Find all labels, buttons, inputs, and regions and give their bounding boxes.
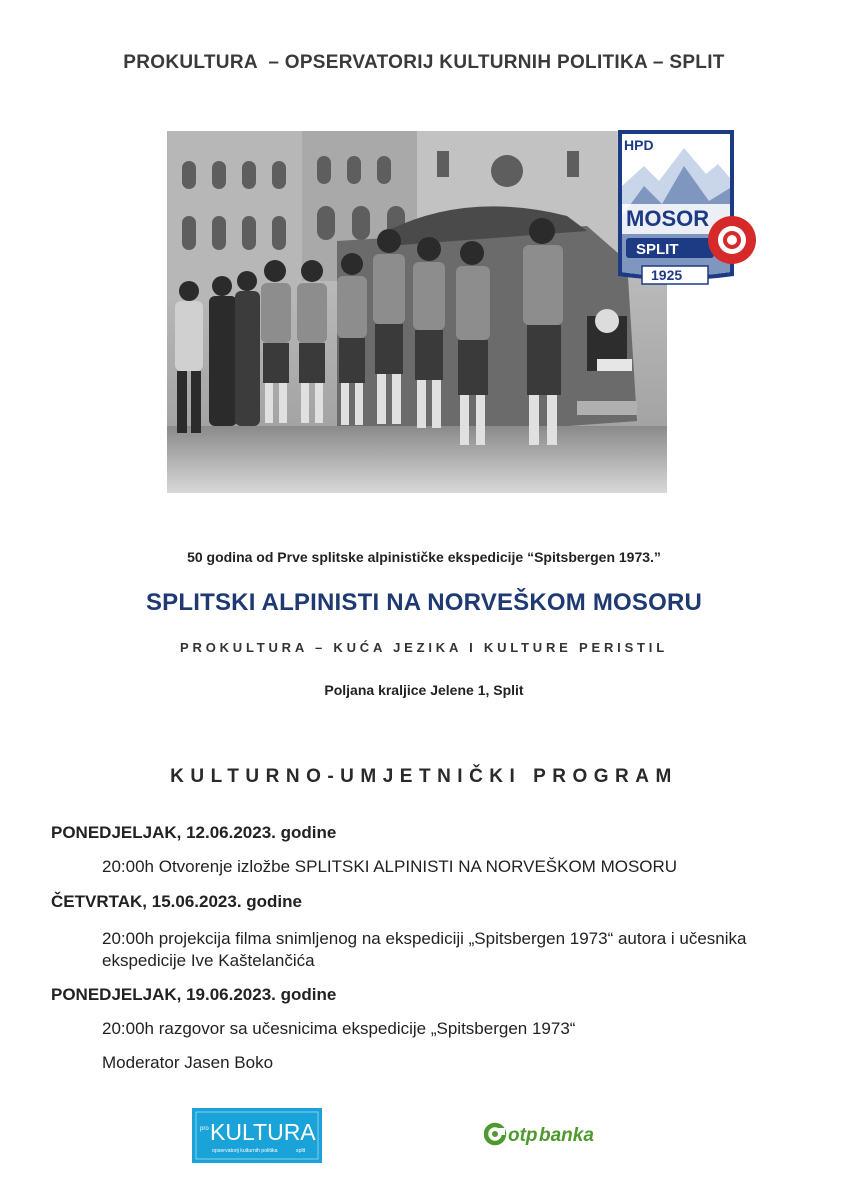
prokultura-logo-graphic <box>192 1108 322 1163</box>
prokultura-logo-sub: opservatorij kulturnih politika <box>212 1148 278 1154</box>
event-venue: PROKULTURA – KUĆA JEZIKA I KULTURE PERISTIL <box>180 640 668 655</box>
badge-city: SPLIT <box>636 241 679 258</box>
program-day-3-item-2: Moderator Jasen Boko <box>102 1053 274 1072</box>
program-day-3-item-1: 20:00h razgovor sa učesnicima ekspedicije „Spitsbergen 1973“ <box>102 1019 576 1038</box>
badge-name: MOSOR <box>626 206 710 231</box>
svg-text:pro: pro <box>200 1126 209 1132</box>
event-address: Poljana kraljice Jelene 1, Split <box>324 682 524 698</box>
program-heading: KULTURNO-UMJETNIČKI PROGRAM <box>170 766 678 787</box>
program-day-2-item-1: 20:00h projekcija filma snimljenog na ekspediciji „Spitsbergen 1973“ autora i učesnika ekspedicije Ive Kaštelančića <box>102 929 747 970</box>
badge-year: 1925 <box>651 267 683 283</box>
prokultura-logo <box>192 1108 322 1163</box>
expedition-photo-graphic <box>167 131 667 493</box>
event-title: SPLITSKI ALPINISTI NA NORVEŠKOM MOSORU <box>145 589 703 616</box>
program-day-1-item-1: 20:00h Otvorenje izložbe SPLITSKI ALPINISTI NA NORVEŠKOM MOSORU <box>102 857 678 876</box>
event-subtitle: 50 godina od Prve splitske alpinističke ekspedicije “Spitsbergen 1973.” <box>187 549 661 565</box>
prokultura-logo-city: split <box>296 1148 306 1154</box>
otp-logo-otp: otp <box>508 1125 538 1146</box>
otp-logo-banka: banka <box>539 1125 594 1146</box>
otp-banka-logo <box>484 1120 624 1148</box>
badge-org: HPD <box>624 137 654 153</box>
organization-header: PROKULTURA – OPSERVATORIJ KULTURNIH POLITIKA – SPLIT <box>123 52 725 73</box>
program-day-1-date: PONEDJELJAK, 12.06.2023. godine <box>51 823 337 842</box>
hpd-mosor-badge <box>614 126 764 292</box>
hpd-mosor-emblem <box>614 126 764 292</box>
otp-banka-logo-graphic <box>484 1120 624 1148</box>
program-day-2-date: ČETVRTAK, 15.06.2023. godine <box>51 892 302 911</box>
program-day-3-date: PONEDJELJAK, 19.06.2023. godine <box>51 985 337 1004</box>
prokultura-logo-main: KULTURA <box>210 1119 316 1145</box>
expedition-photo <box>167 131 667 493</box>
